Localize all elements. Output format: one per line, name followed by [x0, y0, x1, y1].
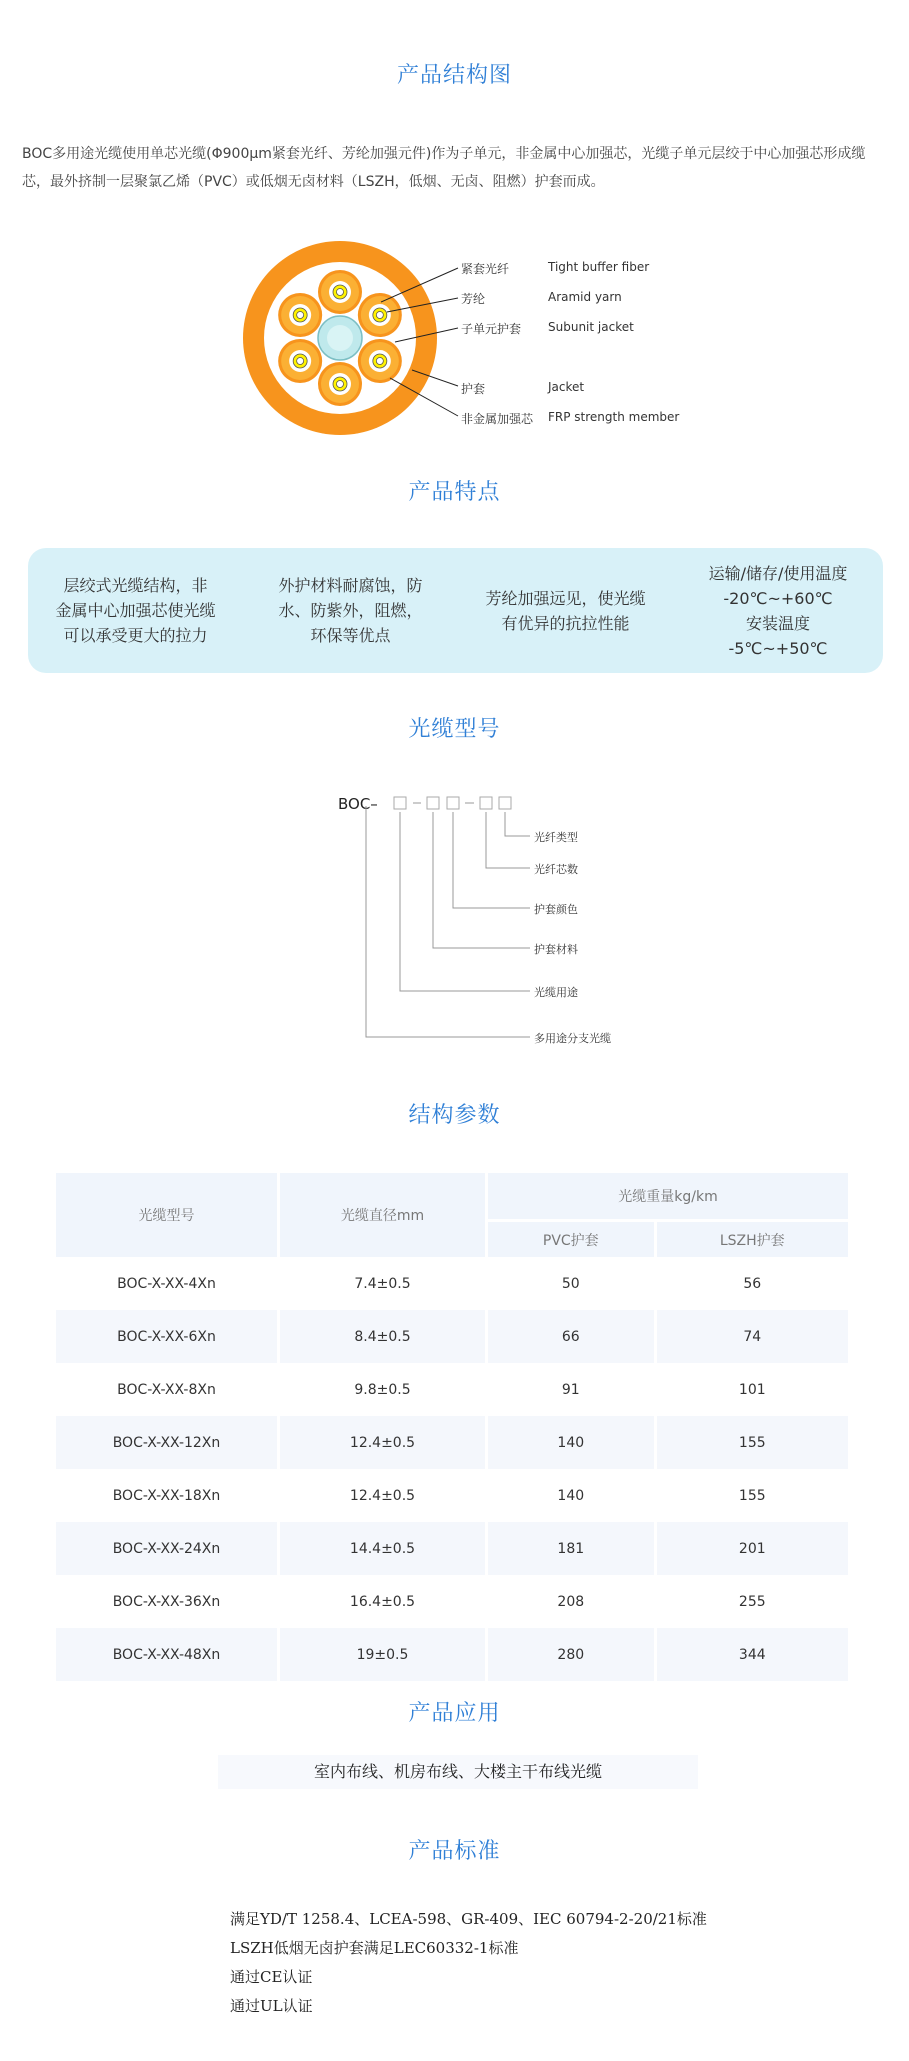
cell-model: BOC-X-XX-8Xn [56, 1363, 277, 1416]
section-title-params: 结构参数 [408, 1103, 501, 1128]
cell-pvc-weight: 91 [488, 1363, 654, 1416]
label-subunit-jacket-en: Subunit jacket [548, 320, 634, 334]
model-code-prefix: BOC– [338, 795, 378, 813]
feature-structure: 层绞式光缆结构，非 金属中心加强芯使光缆 可以承受更大的拉力 [55, 576, 216, 645]
intro-paragraph: BOC多用途光缆使用单芯光缆(Φ900μm紧套光纤、芳纶加强元件)作为子单元，非金属中心加强芯，光缆子单元层绞于中心加强芯形成缆芯，最外挤制一层聚氯乙烯（PVC）或低烟无卤材料（LSZH，低烟、无卤、阻燃）护套而成。 [22, 146, 866, 190]
cell-lszh-weight: 201 [657, 1522, 848, 1575]
cell-pvc-weight: 140 [488, 1416, 654, 1469]
table-row [56, 1310, 848, 1363]
cell-diameter: 8.4±0.5 [280, 1310, 485, 1363]
cell-model: BOC-X-XX-24Xn [56, 1522, 277, 1575]
code-label-jacket-color: 护套颜色 [534, 903, 578, 916]
cell-lszh-weight: 155 [657, 1416, 848, 1469]
cell-pvc-weight: 280 [488, 1628, 654, 1681]
cell-model: BOC-X-XX-48Xn [56, 1628, 277, 1681]
cell-pvc-weight: 208 [488, 1575, 654, 1628]
th-pvc: PVC护套 [488, 1219, 654, 1257]
th-model: 光缆型号 [56, 1173, 277, 1257]
code-label-jacket-material: 护套材料 [534, 943, 578, 956]
table-row [56, 1469, 848, 1522]
cell-lszh-weight: 56 [657, 1257, 848, 1310]
label-subunit-jacket-cn: 子单元护套 [461, 322, 522, 336]
cell-model: BOC-X-XX-18Xn [56, 1469, 277, 1522]
cell-model: BOC-X-XX-6Xn [56, 1310, 277, 1363]
section-title-model: 光缆型号 [408, 717, 501, 742]
table-row [56, 1575, 848, 1628]
standard-line: 通过CE认证 [230, 1968, 313, 1986]
cell-diameter: 9.8±0.5 [280, 1363, 485, 1416]
table-row [56, 1628, 848, 1681]
section-title-features: 产品特点 [408, 480, 501, 505]
cell-diameter: 16.4±0.5 [280, 1575, 485, 1628]
section-title-structure: 产品结构图 [396, 63, 512, 88]
th-lszh: LSZH护套 [657, 1219, 848, 1257]
section-title-application: 产品应用 [408, 1701, 501, 1726]
section-title-standards: 产品标准 [408, 1839, 501, 1864]
label-tight-buffer-en: Tight buffer fiber [548, 260, 650, 274]
application-text: 室内布线、机房布线、大楼主干布线光缆 [218, 1755, 698, 1789]
code-label-fiber-count: 光纤芯数 [534, 863, 578, 876]
cell-lszh-weight: 344 [657, 1628, 848, 1681]
cell-pvc-weight: 50 [488, 1257, 654, 1310]
label-aramid-en: Aramid yarn [548, 290, 622, 304]
cell-model: BOC-X-XX-12Xn [56, 1416, 277, 1469]
table-row [56, 1257, 848, 1310]
cell-diameter: 12.4±0.5 [280, 1469, 485, 1522]
cell-diameter: 12.4±0.5 [280, 1416, 485, 1469]
code-label-cable-use: 光缆用途 [534, 986, 578, 999]
th-weight: 光缆重量kg/km [488, 1173, 848, 1219]
standard-line: 满足YD/T 1258.4、LCEA-598、GR-409、IEC 60794-2-20/21标准 [230, 1910, 707, 1928]
cell-model: BOC-X-XX-4Xn [56, 1257, 277, 1310]
cell-lszh-weight: 155 [657, 1469, 848, 1522]
code-label-breakout: 多用途分支光缆 [534, 1032, 611, 1045]
cell-lszh-weight: 74 [657, 1310, 848, 1363]
cell-diameter: 7.4±0.5 [280, 1257, 485, 1310]
cell-lszh-weight: 255 [657, 1575, 848, 1628]
params-table [53, 1173, 851, 1681]
label-jacket-cn: 护套 [461, 382, 486, 396]
label-tight-buffer-cn: 紧套光纤 [461, 262, 510, 276]
cell-diameter: 14.4±0.5 [280, 1522, 485, 1575]
label-aramid-cn: 芳纶 [461, 292, 486, 306]
cell-lszh-weight: 101 [657, 1363, 848, 1416]
code-label-fiber-type: 光纤类型 [534, 831, 578, 844]
standard-line: LSZH低烟无卤护套满足LEC60332-1标准 [230, 1939, 519, 1957]
cell-pvc-weight: 66 [488, 1310, 654, 1363]
table-row [56, 1522, 848, 1575]
label-frp-cn: 非金属加强芯 [461, 412, 534, 426]
table-row [56, 1363, 848, 1416]
th-diameter: 光缆直径mm [280, 1173, 485, 1257]
table-row [56, 1416, 848, 1469]
label-frp-en: FRP strength member [548, 410, 680, 424]
cell-pvc-weight: 181 [488, 1522, 654, 1575]
cell-model: BOC-X-XX-36Xn [56, 1575, 277, 1628]
feature-aramid: 芳纶加强远见，使光缆 有优异的抗拉性能 [485, 588, 646, 633]
standard-line: 通过UL认证 [230, 1997, 313, 2015]
cell-pvc-weight: 140 [488, 1469, 654, 1522]
label-jacket-en: Jacket [548, 380, 585, 394]
cell-diameter: 19±0.5 [280, 1628, 485, 1681]
feature-temperature: 运输/储存/使用温度 -20℃~+60℃ 安装温度 -5℃~+50℃ [708, 563, 848, 658]
feature-outer-material: 外护材料耐腐蚀，防 水、防紫外，阻燃， 环保等优点 [278, 576, 423, 645]
